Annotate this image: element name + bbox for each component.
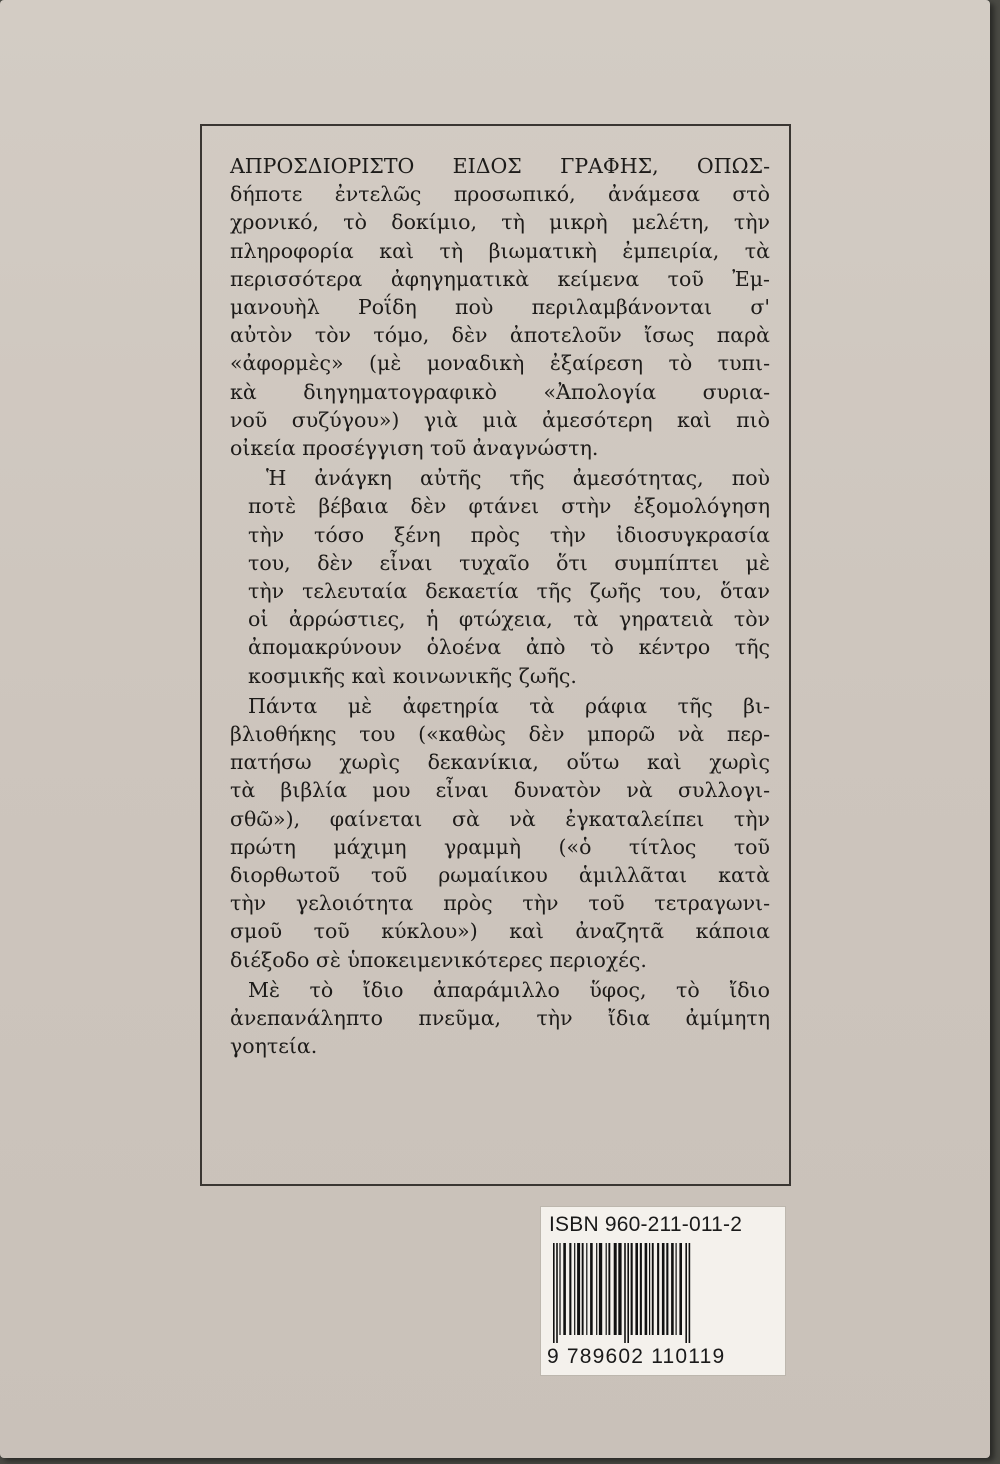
text-line: πατήσω χωρὶς δεκανίκια, οὕτω καὶ χωρὶς: [230, 750, 770, 775]
barcode-bar: [614, 1243, 617, 1335]
text-line: τὴν τελευταία δεκαετία τῆς ζωῆς του, ὅταν: [248, 579, 770, 604]
text-line: του, δὲν εἶναι τυχαῖο ὅτι συμπίπτει μὲ: [248, 550, 770, 575]
barcode-bar: [559, 1243, 560, 1335]
barcode-bar: [657, 1243, 659, 1335]
barcode-bar: [679, 1243, 682, 1335]
text-line: χρονικό, τὸ δοκίμιο, τὴ μικρὴ μελέτη, τὴν: [230, 210, 770, 235]
barcode-bar: [627, 1243, 629, 1343]
barcode-bar: [676, 1243, 677, 1335]
text-line: γοητεία.: [230, 1034, 318, 1059]
text-line: πληροφορία καὶ τὴ βιωματικὴ ἐμπειρία, τὰ: [230, 238, 770, 263]
blurb-paragraph-4: [230, 976, 770, 1061]
text-line: σθῶ»), φαίνεται σὰ νὰ ἐγκαταλείπει τὴν: [230, 806, 770, 831]
barcode-bar: [590, 1243, 593, 1335]
text-line: Μὲ τὸ ἴδιο ἀπαράμιλλο ὕφος, τὸ ἴδιο: [248, 977, 770, 1002]
barcode-bar: [645, 1243, 648, 1335]
barcode-bar: [618, 1243, 621, 1335]
barcode-bar: [635, 1243, 638, 1335]
text-line: μανουὴλ Ροΐδη ποὺ περιλαμβάνονται σ': [230, 295, 770, 320]
text-line: ΑΠΡΟΣΔΙΟΡΙΣΤΟ ΕΙΔΟΣ ΓΡΑΦΗΣ, ΟΠΩΣ-: [230, 154, 770, 178]
barcode-bar: [662, 1243, 665, 1335]
barcode-bar: [553, 1243, 555, 1343]
text-line: ἀνεπανάληπτο πνεῦμα, τὴν ἴδια ἀμίμητη: [230, 1006, 770, 1031]
text-line: διέξοδο σὲ ὑποκειμενικότερες περιοχές.: [230, 947, 647, 972]
text-line: Πάντα μὲ ἀφετηρία τὰ ράφια τῆς βι-: [248, 693, 770, 718]
barcode-bar: [577, 1243, 580, 1335]
text-line: «ἀφορμὲς» (μὲ μοναδικὴ ἐξαίρεση τὸ τυπι-: [230, 351, 770, 376]
text-line: βλιοθήκης του («καθὼς δὲν μπορῶ νὰ περ-: [230, 722, 770, 747]
barcode-bar: [599, 1243, 602, 1335]
isbn-label: ISBN 960-211-011-2: [549, 1213, 743, 1236]
text-line: σμοῦ τοῦ κύκλου») καὶ ἀναζητᾶ κάποια: [230, 919, 770, 944]
barcode-bar: [640, 1243, 642, 1335]
barcode-bar: [606, 1243, 607, 1335]
barcode-bar: [689, 1243, 691, 1343]
barcode-bar: [624, 1243, 626, 1343]
barcode-bar: [666, 1243, 668, 1335]
barcode-bar: [631, 1243, 633, 1335]
barcode-bar: [574, 1243, 575, 1335]
text-line: οἰκεία προσέγγιση τοῦ ἀναγνώστη.: [230, 436, 599, 461]
barcode-bar: [649, 1243, 650, 1335]
barcode-bar: [608, 1243, 610, 1335]
text-line: πρώτη μάχιμη γραμμὴ («ὁ τίτλος τοῦ: [230, 834, 770, 859]
text-line: περισσότερα ἀφηγηματικὰ κείμενα τοῦ Ἐμ-: [230, 266, 770, 291]
text-line: Ἡ ἀνάγκη αὐτῆς τῆς ἀμεσότητας, ποὺ: [266, 466, 770, 491]
isbn-sticker: [540, 1206, 786, 1376]
text-line: τὴν γελοιότητα πρὸς τὴν τοῦ τετραγωνι-: [230, 891, 770, 916]
text-line: αὐτὸν τὸν τόμο, δὲν ἀποτελοῦν ἴσως παρὰ: [230, 323, 770, 348]
blurb-paragraph-2: [230, 464, 770, 690]
text-line: οἱ ἀρρώστιες, ἡ φτώχεια, τὰ γηρατειὰ τὸν: [248, 607, 770, 632]
barcode-bar: [652, 1243, 654, 1335]
barcode-bar: [569, 1243, 571, 1335]
text-line: κὰ διηγηματογραφικὸ «Ἀπολογία συρια-: [230, 379, 770, 404]
text-line: κοσμικῆς καὶ κοινωνικῆς ζωῆς.: [248, 663, 577, 688]
barcode-bar: [671, 1243, 674, 1335]
text-line: διορθωτοῦ τοῦ ρωμαίικου ἁμιλλᾶται κατὰ: [230, 863, 770, 888]
barcode-bar: [596, 1243, 597, 1335]
text-line: ἀπομακρύνουν ὁλοένα ἀπὸ τὸ κέντρο τῆς: [248, 635, 770, 660]
blurb-text: [230, 152, 770, 1063]
barcode-bar: [685, 1243, 687, 1343]
text-line: τὴν τόσο ξένη πρὸς τὴν ἰδιοσυγκρασία: [248, 522, 770, 547]
barcode-bar: [586, 1243, 587, 1335]
barcode-bar: [563, 1243, 566, 1335]
barcode-digits: 9 789602 110119: [547, 1345, 726, 1368]
blurb-paragraph-1: [230, 152, 770, 462]
barcode-bar: [556, 1243, 558, 1343]
barcode-bar: [582, 1243, 584, 1335]
blurb-paragraph-3: [230, 692, 770, 974]
text-line: δήποτε ἐντελῶς προσωπικό, ἀνάμεσα στὸ: [230, 182, 770, 207]
text-line: ποτὲ βέβαια δὲν φτάνει στὴν ἐξομολόγηση: [248, 494, 770, 519]
text-line: νοῦ συζύγου») γιὰ μιὰ ἀμεσότερη καὶ πιὸ: [230, 407, 770, 432]
barcode-image: [551, 1243, 775, 1343]
text-line: τὰ βιβλία μου εἶναι δυνατὸν νὰ συλλογι-: [230, 778, 770, 803]
